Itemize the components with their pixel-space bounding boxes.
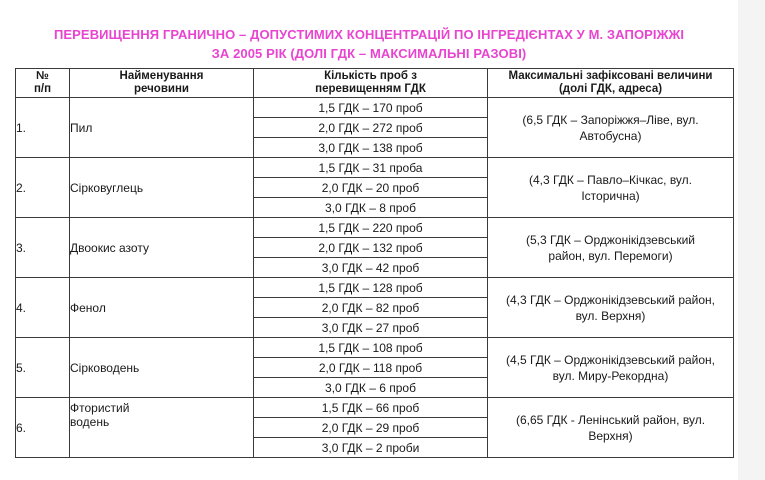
- row-number: 6.: [16, 398, 70, 458]
- sample-count: 2,0 ГДК – 82 проб: [254, 298, 488, 318]
- substance-name: Пил: [70, 98, 254, 158]
- sample-count: 3,0 ГДК – 8 проб: [254, 198, 488, 218]
- row-number: 5.: [16, 338, 70, 398]
- max-value: (4,3 ГДК – Павло–Кічкас, вул. Історична): [488, 158, 734, 218]
- table-row: [16, 398, 734, 418]
- substance-name: Фтористий водень: [70, 398, 254, 458]
- concentration-table: [15, 68, 734, 458]
- title-line-2: ЗА 2005 РІК (ДОЛІ ГДК – МАКСИМАЛЬНІ РАЗОВІ): [211, 46, 527, 61]
- sample-count: 2,0 ГДК – 20 проб: [254, 178, 488, 198]
- table-row: [16, 338, 734, 358]
- sample-count: 2,0 ГДК – 272 проб: [254, 118, 488, 138]
- table-row: [16, 278, 734, 298]
- sample-count: 3,0 ГДК – 6 проб: [254, 378, 488, 398]
- max-value: (4,5 ГДК – Орджонікідзевський район, вул. Миру-Рекордна): [488, 338, 734, 398]
- sample-count: 1,5 ГДК – 31 проба: [254, 158, 488, 178]
- header-count: Кількість проб з перевищенням ГДК: [254, 69, 488, 98]
- sample-count: 1,5 ГДК – 128 проб: [254, 278, 488, 298]
- table-header-row: [16, 69, 734, 98]
- header-num: № п/п: [16, 69, 70, 98]
- substance-name: Сірковуглець: [70, 158, 254, 218]
- table-row: [16, 98, 734, 118]
- substance-name: Фенол: [70, 278, 254, 338]
- max-value: (6,65 ГДК - Ленінський район, вул. Верхня): [488, 398, 734, 458]
- row-number: 1.: [16, 98, 70, 158]
- row-number: 2.: [16, 158, 70, 218]
- row-number: 4.: [16, 278, 70, 338]
- sample-count: 3,0 ГДК – 27 проб: [254, 318, 488, 338]
- sample-count: 3,0 ГДК – 138 проб: [254, 138, 488, 158]
- row-number: 3.: [16, 218, 70, 278]
- max-value: (5,3 ГДК – Орджонікідзевський район, вул. Перемоги): [488, 218, 734, 278]
- max-value: (6,5 ГДК – Запоріжжя–Ліве, вул. Автобусна): [488, 98, 734, 158]
- page-edge: [738, 0, 765, 480]
- table-row: [16, 218, 734, 238]
- substance-name: Двоокис азоту: [70, 218, 254, 278]
- table-row: [16, 158, 734, 178]
- title-line-1: ПЕРЕВИЩЕННЯ ГРАНИЧНО – ДОПУСТИМИХ КОНЦЕНТРАЦІЙ ПО ІНГРЕДІЄНТАХ У М. ЗАПОРІЖЖІ: [53, 27, 685, 42]
- header-name: Найменування речовини: [70, 69, 254, 98]
- sample-count: 2,0 ГДК – 29 проб: [254, 418, 488, 438]
- header-max: Максимальні зафіксовані величини (долі ГДК, адреса): [488, 69, 734, 98]
- substance-name: Сірководень: [70, 338, 254, 398]
- sample-count: 2,0 ГДК – 118 проб: [254, 358, 488, 378]
- document-title: [0, 25, 738, 63]
- max-value: (4,3 ГДК – Орджонікідзевський район, вул. Верхня): [488, 278, 734, 338]
- sample-count: 3,0 ГДК – 42 проб: [254, 258, 488, 278]
- sample-count: 2,0 ГДК – 132 проб: [254, 238, 488, 258]
- sample-count: 1,5 ГДК – 220 проб: [254, 218, 488, 238]
- sample-count: 1,5 ГДК – 66 проб: [254, 398, 488, 418]
- sample-count: 1,5 ГДК – 108 проб: [254, 338, 488, 358]
- sample-count: 3,0 ГДК – 2 проби: [254, 438, 488, 458]
- sample-count: 1,5 ГДК – 170 проб: [254, 98, 488, 118]
